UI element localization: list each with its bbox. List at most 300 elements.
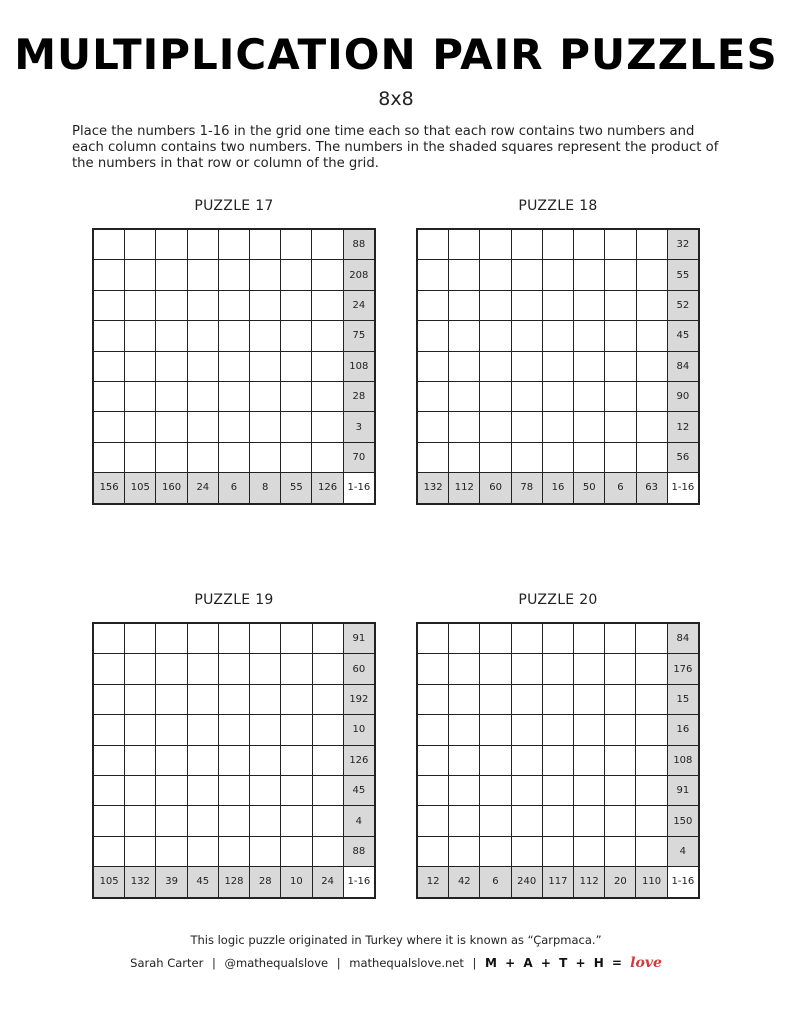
grid-cell[interactable]: [449, 836, 480, 866]
grid-cell[interactable]: [156, 715, 187, 745]
grid-cell[interactable]: [187, 351, 218, 381]
separator: |: [211, 956, 216, 970]
grid-cell[interactable]: [250, 412, 281, 442]
grid-cell[interactable]: [417, 806, 449, 836]
grid-cell[interactable]: [636, 351, 667, 381]
grid-cell[interactable]: [449, 654, 480, 684]
grid-cell[interactable]: [542, 351, 573, 381]
grid-cell[interactable]: [605, 351, 636, 381]
row-product-clue: 45: [343, 775, 375, 805]
grid-cell[interactable]: [218, 412, 249, 442]
grid-cell[interactable]: [93, 351, 125, 381]
grid-cell[interactable]: [250, 806, 281, 836]
grid-cell[interactable]: [93, 381, 125, 411]
grid-cell[interactable]: [156, 290, 187, 320]
grid-cell[interactable]: [125, 260, 156, 290]
row-product-clue: 60: [343, 654, 375, 684]
column-product-clue: 12: [417, 867, 449, 898]
column-product-clue: 132: [417, 473, 449, 504]
grid-cell[interactable]: [125, 442, 156, 472]
grid-cell[interactable]: [218, 260, 249, 290]
grid-cell[interactable]: [574, 351, 605, 381]
puzzle-grid: [416, 622, 700, 899]
grid-cell[interactable]: [511, 745, 542, 775]
grid-cell[interactable]: [574, 745, 605, 775]
grid-row: [417, 473, 699, 504]
grid-cell[interactable]: [250, 381, 281, 411]
grid-cell[interactable]: [417, 684, 449, 714]
grid-cell[interactable]: [605, 836, 636, 866]
grid-cell[interactable]: [218, 654, 249, 684]
grid-cell[interactable]: [449, 623, 480, 654]
grid-cell[interactable]: [605, 745, 636, 775]
grid-cell[interactable]: [417, 260, 449, 290]
grid-cell[interactable]: [417, 623, 449, 654]
grid-cell[interactable]: [187, 654, 218, 684]
grid-row: [93, 260, 375, 290]
grid-row: [93, 321, 375, 351]
grid-cell[interactable]: [93, 412, 125, 442]
grid-cell[interactable]: [218, 806, 249, 836]
grid-cell[interactable]: [480, 321, 511, 351]
grid-cell[interactable]: [125, 412, 156, 442]
grid-row: [417, 412, 699, 442]
grid-cell[interactable]: [125, 745, 156, 775]
grid-cell[interactable]: [250, 623, 281, 654]
grid-cell[interactable]: [605, 290, 636, 320]
grid-cell[interactable]: [636, 745, 667, 775]
grid-cell[interactable]: [312, 412, 343, 442]
grid-cell[interactable]: [281, 381, 312, 411]
grid-cell[interactable]: [636, 684, 667, 714]
grid-cell[interactable]: [187, 623, 218, 654]
grid-cell[interactable]: [281, 745, 312, 775]
grid-cell[interactable]: [125, 715, 156, 745]
grid-cell[interactable]: [417, 290, 449, 320]
column-product-clue: 132: [125, 867, 156, 898]
grid-cell[interactable]: [312, 442, 343, 472]
grid-cell[interactable]: [449, 775, 480, 805]
grid-cell[interactable]: [156, 775, 187, 805]
grid-cell[interactable]: [218, 745, 249, 775]
grid-cell[interactable]: [250, 775, 281, 805]
column-product-clue: 24: [312, 867, 343, 898]
grid-cell[interactable]: [511, 351, 542, 381]
grid-cell[interactable]: [511, 229, 542, 260]
grid-cell[interactable]: [125, 290, 156, 320]
grid-row: [417, 775, 699, 805]
grid-cell[interactable]: [449, 381, 480, 411]
grid-cell[interactable]: [218, 836, 249, 866]
grid-cell[interactable]: [187, 412, 218, 442]
grid-cell[interactable]: [312, 654, 343, 684]
grid-cell[interactable]: [187, 715, 218, 745]
grid-cell[interactable]: [480, 654, 511, 684]
grid-cell[interactable]: [218, 290, 249, 320]
grid-cell[interactable]: [511, 623, 542, 654]
grid-cell[interactable]: [574, 623, 605, 654]
grid-cell[interactable]: [574, 321, 605, 351]
row-product-clue: 90: [667, 381, 699, 411]
origin-note: This logic puzzle originated in Turkey where it is known as “Çarpmaca.”: [190, 933, 602, 947]
credits-line: [0, 955, 792, 971]
logo-text: M + A + T + H =: [485, 956, 624, 970]
grid-cell[interactable]: [574, 381, 605, 411]
grid-cell[interactable]: [125, 775, 156, 805]
grid-cell[interactable]: [542, 321, 573, 351]
column-product-clue: 50: [574, 473, 605, 504]
grid-cell[interactable]: [417, 745, 449, 775]
grid-cell[interactable]: [480, 381, 511, 411]
grid-cell[interactable]: [542, 775, 573, 805]
grid-cell[interactable]: [480, 229, 511, 260]
grid-cell[interactable]: [605, 381, 636, 411]
grid-cell[interactable]: [218, 381, 249, 411]
grid-cell[interactable]: [156, 412, 187, 442]
grid-cell[interactable]: [542, 412, 573, 442]
grid-cell[interactable]: [574, 412, 605, 442]
column-product-clue: 8: [250, 473, 281, 504]
grid-cell[interactable]: [511, 715, 542, 745]
grid-cell[interactable]: [312, 381, 343, 411]
grid-cell[interactable]: [511, 442, 542, 472]
grid-cell[interactable]: [417, 351, 449, 381]
grid-cell[interactable]: [125, 836, 156, 866]
grid-cell[interactable]: [281, 684, 312, 714]
number-range-label: 1-16: [343, 473, 375, 504]
grid-cell[interactable]: [511, 381, 542, 411]
grid-cell[interactable]: [480, 836, 511, 866]
grid-cell[interactable]: [93, 775, 125, 805]
grid-cell[interactable]: [511, 260, 542, 290]
row-product-clue: 45: [667, 321, 699, 351]
grid-cell[interactable]: [449, 684, 480, 714]
grid-cell[interactable]: [250, 260, 281, 290]
grid-cell[interactable]: [574, 684, 605, 714]
row-product-clue: 108: [343, 351, 375, 381]
grid-cell[interactable]: [636, 442, 667, 472]
grid-cell[interactable]: [156, 351, 187, 381]
grid-cell[interactable]: [449, 806, 480, 836]
grid-cell[interactable]: [250, 442, 281, 472]
grid-cell[interactable]: [605, 715, 636, 745]
column-product-clue: 240: [511, 867, 542, 898]
grid-cell[interactable]: [605, 654, 636, 684]
grid-cell[interactable]: [449, 290, 480, 320]
grid-cell[interactable]: [312, 684, 343, 714]
grid-cell[interactable]: [312, 715, 343, 745]
grid-cell[interactable]: [574, 715, 605, 745]
grid-cell[interactable]: [187, 836, 218, 866]
row-product-clue: 70: [343, 442, 375, 472]
grid-cell[interactable]: [93, 623, 125, 654]
grid-cell[interactable]: [417, 412, 449, 442]
grid-cell[interactable]: [250, 745, 281, 775]
grid-cell[interactable]: [218, 775, 249, 805]
grid-cell[interactable]: [312, 351, 343, 381]
grid-cell[interactable]: [218, 229, 249, 260]
grid-cell[interactable]: [542, 684, 573, 714]
grid-cell[interactable]: [511, 775, 542, 805]
grid-cell[interactable]: [218, 321, 249, 351]
grid-cell[interactable]: [574, 775, 605, 805]
column-product-clue: 28: [250, 867, 281, 898]
column-product-clue: 160: [156, 473, 187, 504]
grid-cell[interactable]: [125, 654, 156, 684]
grid-cell[interactable]: [542, 623, 573, 654]
grid-cell[interactable]: [156, 654, 187, 684]
grid-cell[interactable]: [574, 442, 605, 472]
grid-cell[interactable]: [93, 229, 125, 260]
row-product-clue: 55: [667, 260, 699, 290]
grid-cell[interactable]: [281, 290, 312, 320]
row-product-clue: 75: [343, 321, 375, 351]
grid-cell[interactable]: [281, 654, 312, 684]
grid-cell[interactable]: [417, 381, 449, 411]
grid-cell[interactable]: [93, 654, 125, 684]
grid-cell[interactable]: [125, 381, 156, 411]
grid-cell[interactable]: [281, 351, 312, 381]
grid-cell[interactable]: [636, 623, 667, 654]
grid-cell[interactable]: [312, 836, 343, 866]
grid-cell[interactable]: [511, 836, 542, 866]
grid-cell[interactable]: [636, 715, 667, 745]
grid-cell[interactable]: [480, 775, 511, 805]
grid-cell[interactable]: [281, 321, 312, 351]
grid-cell[interactable]: [93, 290, 125, 320]
grid-cell[interactable]: [93, 715, 125, 745]
grid-cell[interactable]: [605, 442, 636, 472]
separator: |: [336, 956, 341, 970]
grid-cell[interactable]: [511, 412, 542, 442]
grid-cell[interactable]: [250, 684, 281, 714]
grid-cell[interactable]: [574, 290, 605, 320]
grid-cell[interactable]: [480, 745, 511, 775]
grid-cell[interactable]: [125, 806, 156, 836]
grid-cell[interactable]: [605, 229, 636, 260]
grid-cell[interactable]: [93, 321, 125, 351]
grid-cell[interactable]: [250, 321, 281, 351]
grid-cell[interactable]: [312, 745, 343, 775]
grid-cell[interactable]: [125, 623, 156, 654]
grid-cell[interactable]: [449, 229, 480, 260]
grid-cell[interactable]: [93, 684, 125, 714]
grid-cell[interactable]: [187, 260, 218, 290]
grid-cell[interactable]: [449, 745, 480, 775]
grid-cell[interactable]: [417, 321, 449, 351]
grid-cell[interactable]: [250, 836, 281, 866]
grid-cell[interactable]: [542, 260, 573, 290]
grid-cell[interactable]: [636, 775, 667, 805]
grid-cell[interactable]: [605, 806, 636, 836]
row-product-clue: 4: [667, 836, 699, 866]
column-product-clue: 63: [636, 473, 667, 504]
grid-cell[interactable]: [281, 442, 312, 472]
grid-cell[interactable]: [93, 836, 125, 866]
grid-cell[interactable]: [480, 290, 511, 320]
grid-cell[interactable]: [417, 442, 449, 472]
grid-cell[interactable]: [636, 229, 667, 260]
grid-cell[interactable]: [480, 412, 511, 442]
grid-row: [417, 381, 699, 411]
grid-cell[interactable]: [218, 715, 249, 745]
grid-cell[interactable]: [156, 623, 187, 654]
grid-cell[interactable]: [480, 260, 511, 290]
grid-cell[interactable]: [187, 775, 218, 805]
grid-cell[interactable]: [281, 715, 312, 745]
grid-cell[interactable]: [250, 290, 281, 320]
grid-cell[interactable]: [480, 684, 511, 714]
grid-cell[interactable]: [93, 442, 125, 472]
grid-cell[interactable]: [636, 321, 667, 351]
grid-cell[interactable]: [605, 684, 636, 714]
grid-cell[interactable]: [605, 775, 636, 805]
grid-cell[interactable]: [156, 442, 187, 472]
grid-cell[interactable]: [542, 290, 573, 320]
grid-cell[interactable]: [156, 684, 187, 714]
grid-cell[interactable]: [417, 836, 449, 866]
grid-cell[interactable]: [312, 775, 343, 805]
grid-cell[interactable]: [281, 229, 312, 260]
grid-cell[interactable]: [636, 381, 667, 411]
grid-cell[interactable]: [187, 684, 218, 714]
grid-cell[interactable]: [250, 229, 281, 260]
grid-cell[interactable]: [218, 684, 249, 714]
grid-cell[interactable]: [542, 715, 573, 745]
grid-cell[interactable]: [156, 229, 187, 260]
puzzle-label: PUZZLE 20: [518, 592, 598, 608]
grid-cell[interactable]: [636, 412, 667, 442]
grid-cell[interactable]: [281, 260, 312, 290]
grid-cell[interactable]: [218, 442, 249, 472]
grid-cell[interactable]: [605, 321, 636, 351]
grid-cell[interactable]: [93, 745, 125, 775]
grid-cell[interactable]: [218, 623, 249, 654]
grid-cell[interactable]: [511, 806, 542, 836]
grid-cell[interactable]: [636, 654, 667, 684]
puzzle-label: PUZZLE 17: [194, 198, 274, 214]
grid-cell[interactable]: [312, 229, 343, 260]
grid-cell[interactable]: [511, 684, 542, 714]
grid-row: [417, 260, 699, 290]
grid-cell[interactable]: [281, 806, 312, 836]
grid-cell[interactable]: [187, 442, 218, 472]
grid-cell[interactable]: [187, 806, 218, 836]
grid-cell[interactable]: [480, 442, 511, 472]
grid-cell[interactable]: [480, 715, 511, 745]
grid-cell[interactable]: [250, 351, 281, 381]
grid-cell[interactable]: [312, 321, 343, 351]
grid-cell[interactable]: [312, 260, 343, 290]
grid-cell[interactable]: [417, 775, 449, 805]
grid-cell[interactable]: [187, 745, 218, 775]
grid-row: [417, 321, 699, 351]
grid-cell[interactable]: [312, 623, 343, 654]
grid-cell[interactable]: [187, 381, 218, 411]
grid-cell[interactable]: [636, 836, 667, 866]
grid-cell[interactable]: [187, 229, 218, 260]
grid-cell[interactable]: [542, 442, 573, 472]
grid-cell[interactable]: [574, 836, 605, 866]
grid-cell[interactable]: [574, 806, 605, 836]
grid-cell[interactable]: [480, 806, 511, 836]
website-link[interactable]: mathequalslove.net: [349, 956, 464, 970]
grid-row: [93, 775, 375, 805]
grid-cell[interactable]: [542, 836, 573, 866]
grid-cell[interactable]: [636, 290, 667, 320]
grid-cell[interactable]: [417, 654, 449, 684]
grid-cell[interactable]: [449, 351, 480, 381]
row-product-clue: 12: [667, 412, 699, 442]
grid-cell[interactable]: [250, 654, 281, 684]
grid-cell[interactable]: [449, 260, 480, 290]
grid-cell[interactable]: [417, 229, 449, 260]
grid-cell[interactable]: [281, 412, 312, 442]
grid-cell[interactable]: [449, 321, 480, 351]
grid-cell[interactable]: [636, 806, 667, 836]
grid-cell[interactable]: [125, 321, 156, 351]
grid-cell[interactable]: [542, 654, 573, 684]
grid-cell[interactable]: [312, 806, 343, 836]
grid-cell[interactable]: [574, 260, 605, 290]
grid-cell[interactable]: [125, 684, 156, 714]
grid-cell[interactable]: [636, 260, 667, 290]
grid-cell[interactable]: [156, 321, 187, 351]
grid-cell[interactable]: [156, 836, 187, 866]
grid-cell[interactable]: [542, 229, 573, 260]
grid-cell[interactable]: [542, 745, 573, 775]
grid-cell[interactable]: [605, 412, 636, 442]
grid-cell[interactable]: [449, 715, 480, 745]
grid-cell[interactable]: [574, 654, 605, 684]
grid-cell[interactable]: [605, 260, 636, 290]
grid-cell[interactable]: [574, 229, 605, 260]
grid-cell[interactable]: [156, 260, 187, 290]
grid-cell[interactable]: [480, 351, 511, 381]
grid-row: [93, 836, 375, 866]
grid-cell[interactable]: [480, 623, 511, 654]
grid-cell[interactable]: [417, 715, 449, 745]
grid-cell[interactable]: [449, 442, 480, 472]
grid-cell[interactable]: [605, 623, 636, 654]
grid-cell[interactable]: [281, 775, 312, 805]
grid-cell[interactable]: [125, 229, 156, 260]
grid-cell[interactable]: [312, 290, 343, 320]
grid-cell[interactable]: [156, 745, 187, 775]
grid-cell[interactable]: [187, 290, 218, 320]
grid-cell[interactable]: [511, 654, 542, 684]
grid-cell[interactable]: [281, 836, 312, 866]
grid-cell[interactable]: [511, 290, 542, 320]
grid-cell[interactable]: [542, 381, 573, 411]
grid-cell[interactable]: [187, 321, 218, 351]
grid-row: [93, 867, 375, 898]
grid-cell[interactable]: [156, 806, 187, 836]
grid-cell[interactable]: [250, 715, 281, 745]
puzzle-label: PUZZLE 18: [518, 198, 598, 214]
grid-cell[interactable]: [93, 260, 125, 290]
grid-cell[interactable]: [156, 381, 187, 411]
grid-cell[interactable]: [125, 351, 156, 381]
column-product-clue: 6: [605, 473, 636, 504]
grid-cell[interactable]: [449, 412, 480, 442]
grid-cell[interactable]: [281, 623, 312, 654]
grid-cell[interactable]: [542, 806, 573, 836]
grid-cell[interactable]: [511, 321, 542, 351]
grid-cell[interactable]: [218, 351, 249, 381]
column-product-clue: 45: [187, 867, 218, 898]
grid-cell[interactable]: [93, 806, 125, 836]
